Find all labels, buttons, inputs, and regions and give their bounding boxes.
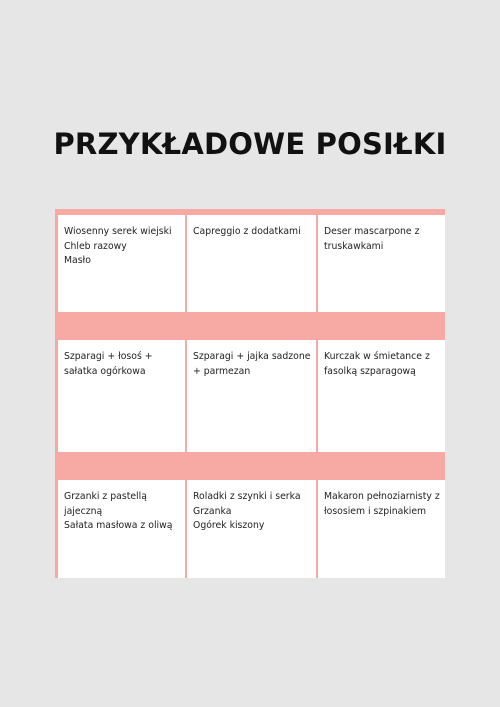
meal-cell: Capreggio z dodatkami [187,215,316,312]
meal-grid [55,209,445,578]
meal-cell: Grzanki z pastellą jajeczną Sałata masłowa z oliwą [58,480,185,578]
meal-cell: Roladki z szynki i serka Grzanka Ogórek kiszony [187,480,316,578]
meal-cell: Wiosenny serek wiejski Chleb razowy Masło [58,215,185,312]
meal-cell: Szparagi + łosoś + sałatka ogórkowa [58,340,185,452]
meal-cell: Deser mascarpone z truskawkami [318,215,445,312]
meal-cell: Szparagi + jajka sadzone + parmezan [187,340,316,452]
meal-cell: Kurczak w śmietance z fasolką szparagową [318,340,445,452]
page-title: PRZYKŁADOWE POSIŁKI [53,127,447,161]
meal-cell: Makaron pełnoziarnisty z łososiem i szpinakiem [318,480,445,578]
